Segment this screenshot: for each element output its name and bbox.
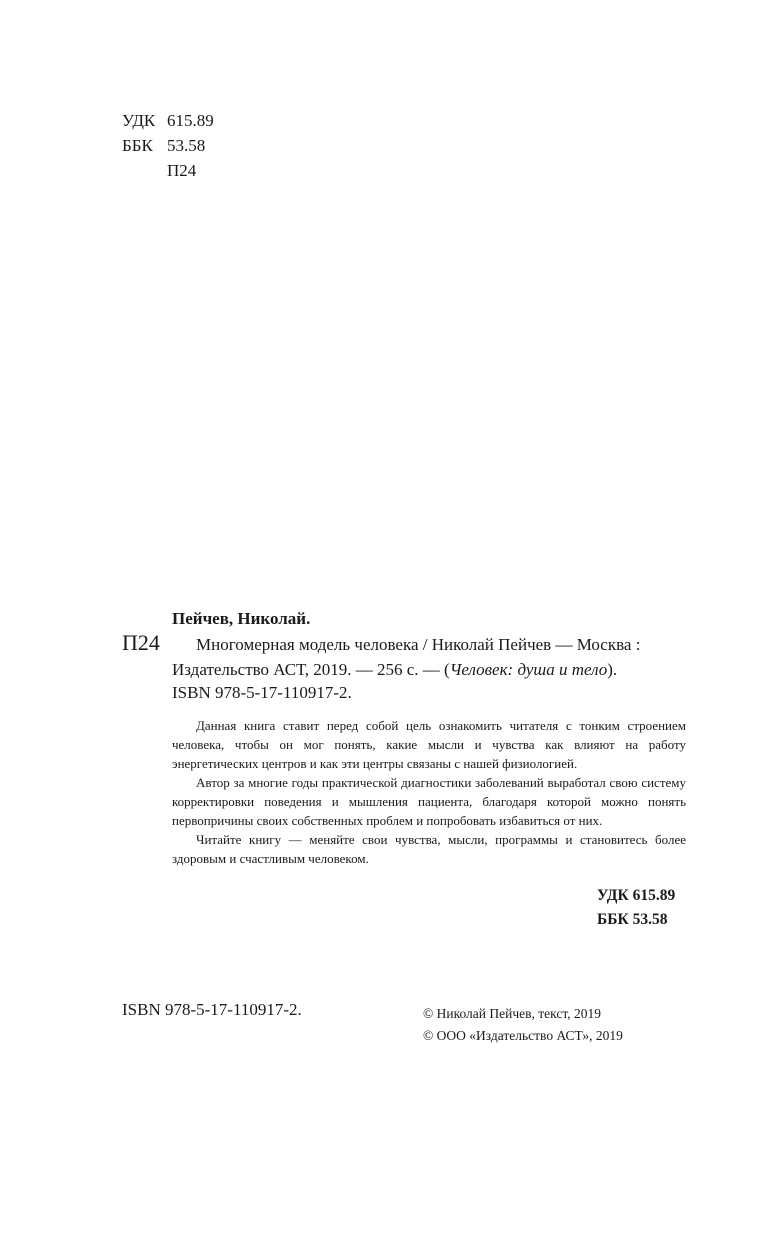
udk-row	[122, 108, 214, 133]
classification-block-top	[122, 108, 214, 183]
bibliographic-author: Пейчев, Николай.	[172, 609, 311, 628]
bbk-code: ББК 53.58	[597, 911, 668, 928]
annotation-paragraph: Читайте книгу — меняйте свои чувства, мысли, программы и становитесь более здоровым и счастливым человеком.	[172, 832, 686, 866]
annotation-paragraph: Автор за многие годы практической диагностики заболеваний выработал свою систему корректировки поведения и мышления пациента, благодаря которой можно понять первопричины своих собственных проблем и попробовать избавиться от них.	[172, 775, 686, 828]
annotation-paragraph: Данная книга ставит перед собой цель ознакомить читателя с тонким строением человека, чтобы он мог понять, какие мысли и чувства как влияют на работу энергетических центров и как эти центры связаны с нашей физиологией.	[172, 718, 686, 771]
bibliographic-title-line: Многомерная модель человека / Николай Пейчев — Москва :	[196, 635, 641, 654]
bibliographic-publisher-line: Издательство АСТ, 2019. — 256 с. — (Человек: душа и тело).	[172, 660, 618, 679]
bbk-row	[122, 133, 214, 158]
udk-code: УДК 615.89	[597, 887, 676, 904]
bibliographic-description	[172, 632, 686, 682]
classification-block-bottom	[597, 884, 675, 932]
bbk-value: 53.58	[167, 136, 206, 155]
bibliographic-author-mark: П24	[122, 630, 160, 655]
copyright-block	[423, 1003, 623, 1047]
copyright-author: © Николай Пейчев, текст, 2019	[423, 1006, 601, 1021]
bbk-label: ББК	[122, 136, 153, 155]
footer-isbn: ISBN 978-5-17-110917-2.	[122, 1000, 302, 1019]
udk-label: УДК	[122, 111, 156, 130]
author-mark: П24	[167, 161, 197, 180]
udk-value: 615.89	[167, 111, 214, 130]
author-mark-row	[122, 158, 214, 183]
series-title: Человек: душа и тело	[449, 660, 608, 679]
bibliographic-isbn: ISBN 978-5-17-110917-2.	[172, 683, 352, 702]
annotation	[172, 716, 686, 868]
copyright-publisher: © ООО «Издательство АСТ», 2019	[423, 1028, 623, 1043]
